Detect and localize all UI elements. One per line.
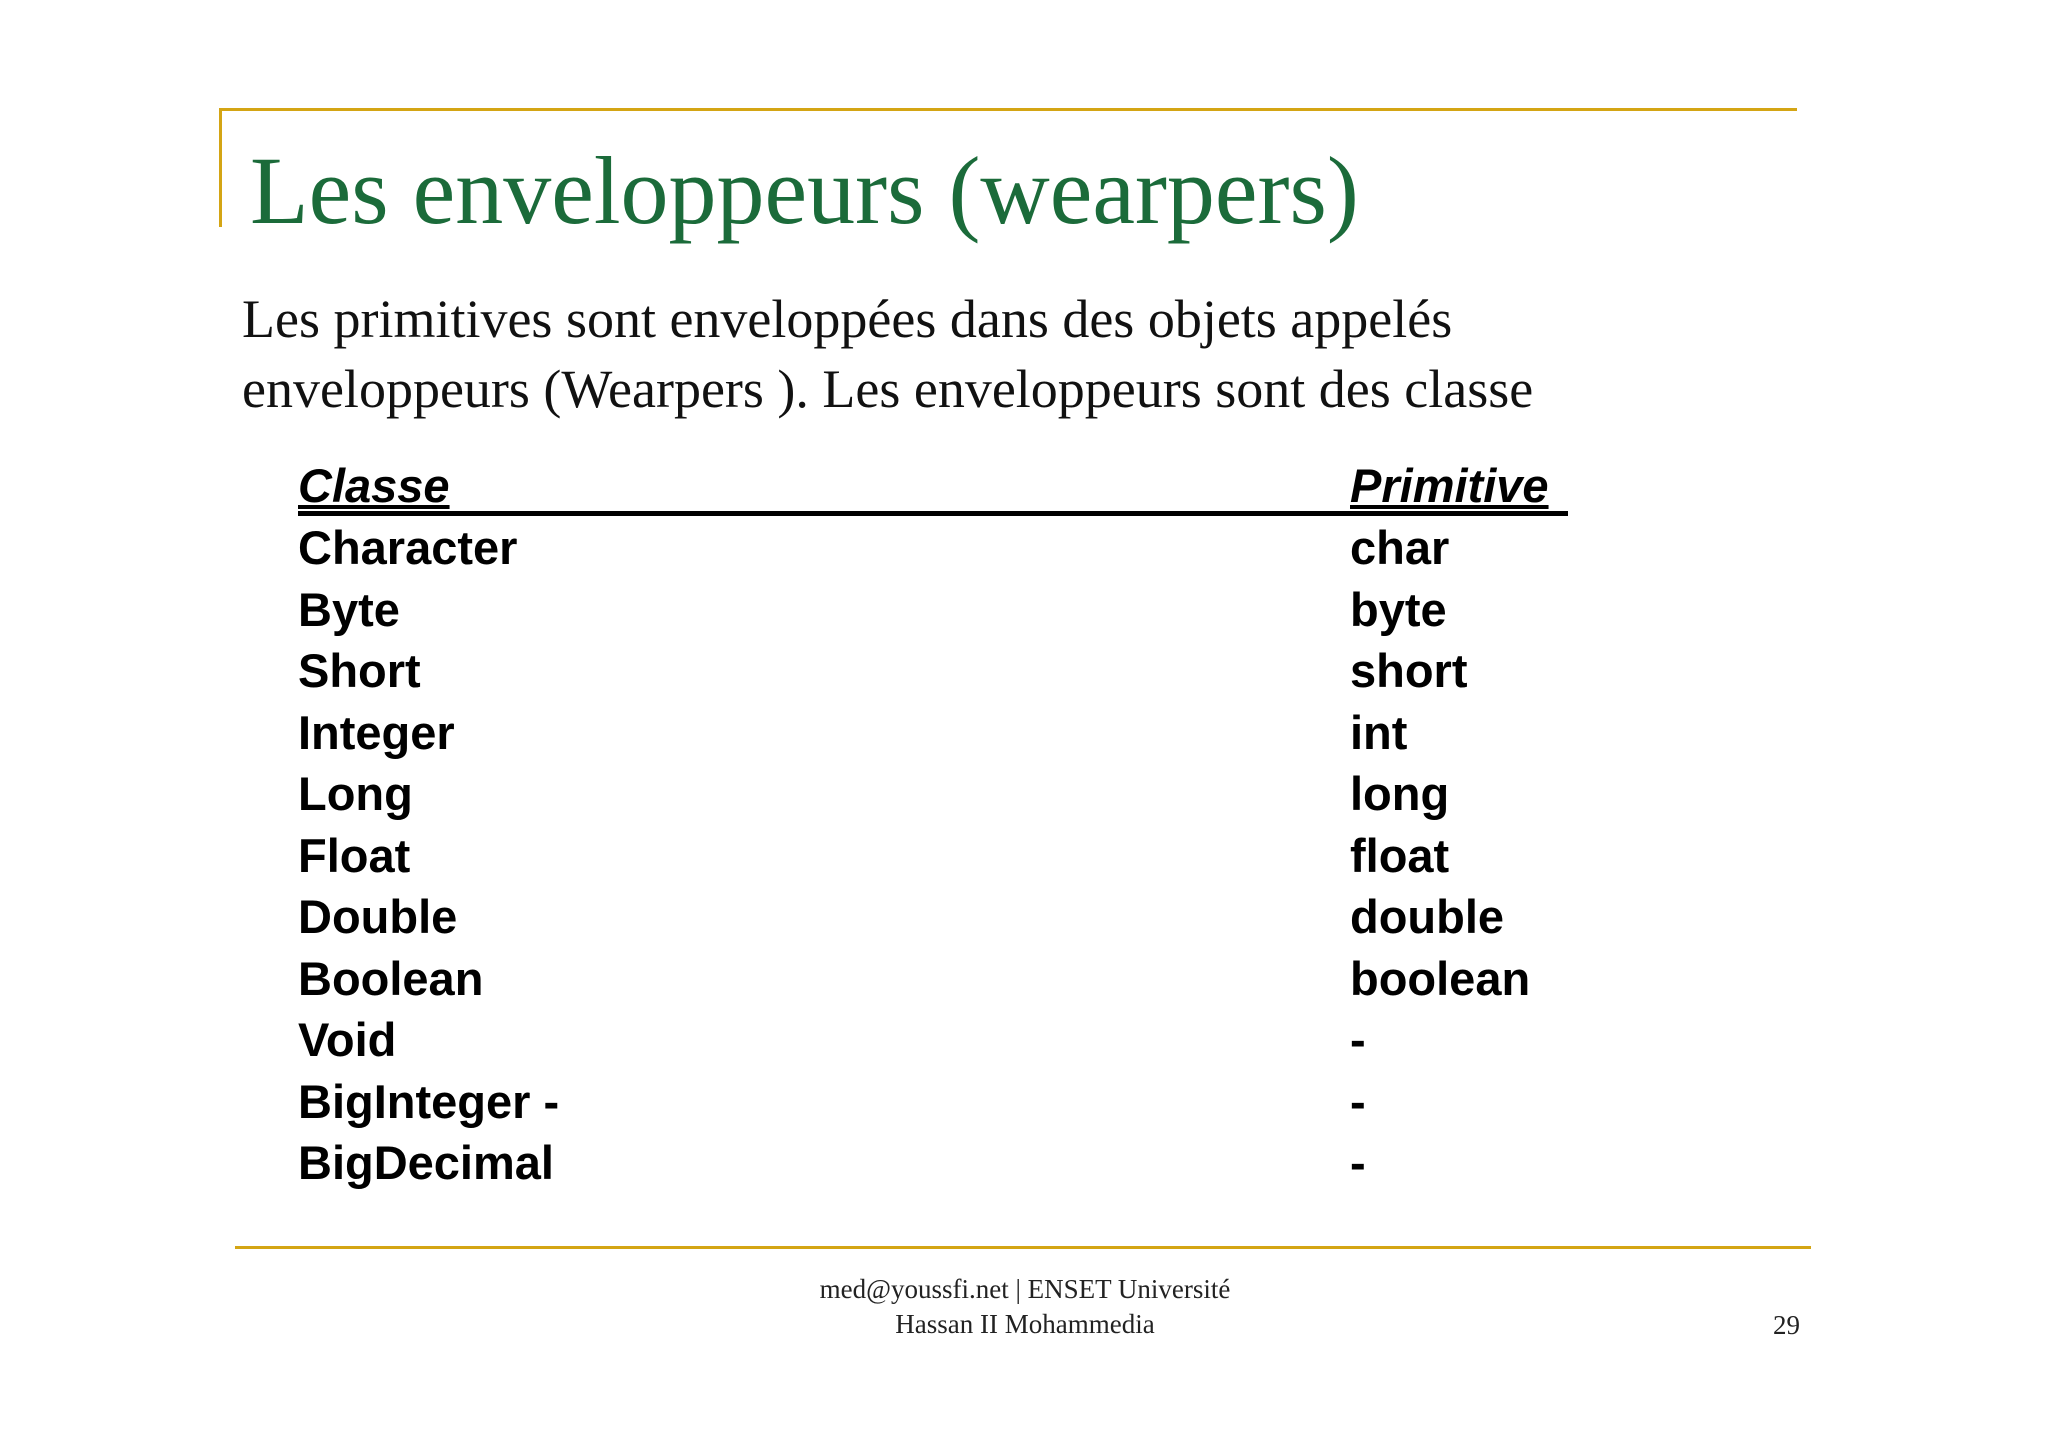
left-accent-rule [219, 108, 222, 227]
intro-paragraph [242, 284, 1842, 424]
primitive-cell: byte [1350, 582, 1447, 636]
table-header [298, 456, 1568, 516]
intro-line-2: enveloppeurs (Wearpers ). Les enveloppeurs sont des classe [242, 359, 1534, 419]
class-cell: Float [298, 828, 411, 882]
table-row [298, 947, 1568, 1009]
class-cell: BigInteger - [298, 1074, 560, 1128]
bottom-accent-rule [235, 1246, 1811, 1249]
page-number: 29 [1773, 1310, 1800, 1340]
table-row [298, 516, 1568, 578]
table-row [298, 639, 1568, 701]
primitive-cell: char [1350, 521, 1450, 574]
header-class: Classe [298, 459, 450, 512]
primitive-cell: boolean [1350, 951, 1531, 1005]
intro-line-1: Les primitives sont enveloppées dans des objets appelés [242, 289, 1453, 349]
table-row [298, 824, 1568, 886]
class-cell: Byte [298, 582, 400, 636]
footer-line-2: Hassan II Mohammedia [895, 1309, 1155, 1339]
primitive-cell: long [1350, 767, 1450, 820]
primitive-cell: double [1350, 890, 1505, 943]
table-row [298, 1070, 1568, 1132]
primitive-cell: - [1350, 1013, 1366, 1066]
slide-title: Les enveloppeurs (wearpers) [250, 137, 1359, 244]
header-primitive: Primitive [1350, 459, 1549, 512]
table-row [298, 701, 1568, 763]
table-row [298, 885, 1568, 947]
primitive-cell: - [1350, 1136, 1366, 1189]
primitive-cell: - [1350, 1074, 1366, 1128]
table-row [298, 1008, 1568, 1070]
table-row [298, 578, 1568, 640]
class-cell: Short [298, 644, 421, 697]
footer-line-1: med@youssfi.net | ENSET Université [819, 1274, 1231, 1304]
primitive-cell: float [1350, 828, 1450, 882]
footer-credit [660, 1272, 1390, 1342]
class-cell: Double [298, 890, 458, 943]
table-row [298, 762, 1568, 824]
wrapper-table [298, 456, 1568, 1193]
class-cell: Boolean [298, 951, 484, 1005]
class-cell: Long [298, 767, 413, 820]
table-row [298, 1131, 1568, 1193]
top-accent-rule [221, 108, 1797, 111]
class-cell: Void [298, 1013, 397, 1066]
primitive-cell: short [1350, 644, 1468, 697]
class-cell: Character [298, 521, 518, 574]
class-cell: BigDecimal [298, 1136, 554, 1189]
primitive-cell: int [1350, 705, 1408, 759]
class-cell: Integer [298, 705, 455, 759]
